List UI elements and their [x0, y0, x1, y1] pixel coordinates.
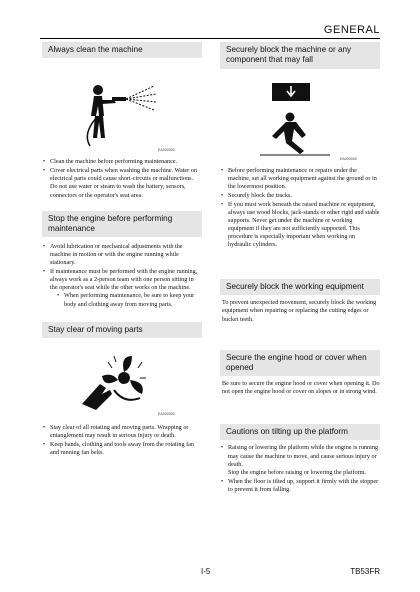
model-code: TB53FR	[350, 567, 380, 576]
left-column	[42, 42, 202, 458]
page-header	[0, 0, 420, 36]
list-item: • Securely block the tracks.	[220, 192, 380, 200]
list-item-continuation: Stop the engine before raising or lowering the platform.	[228, 468, 366, 476]
list-tilting-platform	[220, 444, 380, 493]
section-heading-block-machine: Securely block the machine or any component that may fall	[220, 42, 380, 69]
page-section-title: GENERAL	[323, 24, 380, 36]
falling-block-person-icon	[220, 69, 380, 165]
page-number: I-5	[201, 567, 211, 576]
paragraph-engine-hood: Be sure to secure the engine hood or cover when opening it. Do not open the engine hood or cover on slopes or in strong wind.	[222, 380, 380, 396]
section-heading-stop-engine: Stop the engine before performing maintenance	[42, 211, 202, 238]
header-rule	[40, 38, 380, 39]
sub-list-item: • When performing maintenance, be sure to keep your body and clothing away from moving parts.	[56, 292, 202, 308]
fan-hand-hazard-icon	[42, 338, 202, 420]
section-heading-engine-hood: Secure the engine hood or cover when opened	[220, 350, 380, 377]
section-heading-moving-parts: Stay clear of moving parts	[42, 322, 202, 338]
section-heading-working-equipment: Securely block the working equipment	[220, 279, 380, 295]
figure-falling-component	[220, 69, 380, 165]
figure-ref-moving: EA000000	[158, 411, 175, 416]
list-item: • Keep hands, clothing and tools away from the rotating fan and running fan belts.	[42, 441, 202, 457]
paragraph-working-equipment: To prevent unexpected movement, securely block the working equipment when repairing or replacing the cutting edges or bucket teeth.	[222, 299, 377, 323]
list-item-continuation: Do not use water or steam to wash the battery, sensors, connectors or the operator's seat area.	[50, 183, 186, 199]
figure-ref-block: EA000000	[340, 156, 357, 161]
list-clean	[42, 158, 202, 199]
list-stop-engine	[42, 243, 202, 309]
list-item: • If you must work beneath the raised machine or equipment, always use wood blocks, jack-stands or other rigid and stable supports. Never get under the machine or working equipment if they are not sufficiently supported. This procedure is especially important when working on hydraulic cylinders.	[220, 201, 380, 249]
list-item: • Before performing maintenance or repairs under the machine, set all working equipment against the ground or in the lowermost position.	[220, 167, 380, 191]
list-item: • When the floor is tilted up, support it firmly with the stopper to prevent it from falling.	[220, 478, 380, 494]
list-item: • If maintenance must be performed with the engine running, always work as a 2-person team with one person sitting in the operator's seat while the other works on the machine. • When performing maintenance, be sure to keep your body and clothing away from moving parts.	[42, 268, 202, 308]
right-column	[220, 42, 380, 495]
section-heading-tilting-platform: Cautions on tilting up the platform	[220, 424, 380, 440]
washer-person-icon	[42, 58, 202, 158]
list-block-machine	[220, 167, 380, 250]
list-item: • Avoid lubrication or mechanical adjustments with the machine in motion or with the engine running while stationary.	[42, 243, 202, 267]
sub-list	[50, 292, 202, 308]
list-item: • Cover electrical parts when washing the machine. Water on electrical parts could cause short-circuits or malfunctions. Do not use water or steam to wash the battery, sensors, connectors or the operator's seat area.	[42, 167, 202, 199]
list-item: • Raising or lowering the platform while the engine is running may cause the machine to move, and cause serious injury or death. Stop the engine before raising or lowering the platform.	[220, 444, 380, 476]
list-item: • Clean the machine before performing maintenance.	[42, 158, 202, 166]
figure-washing	[42, 58, 202, 158]
list-moving-parts	[42, 424, 202, 457]
figure-ref-clean: EA000000	[158, 148, 175, 153]
figure-moving-parts	[42, 338, 202, 420]
list-item: • Stay clear of all rotating and moving parts. Wrapping or entanglement may result in serious injury or death.	[42, 424, 202, 440]
section-heading-clean: Always clean the machine	[42, 42, 202, 58]
